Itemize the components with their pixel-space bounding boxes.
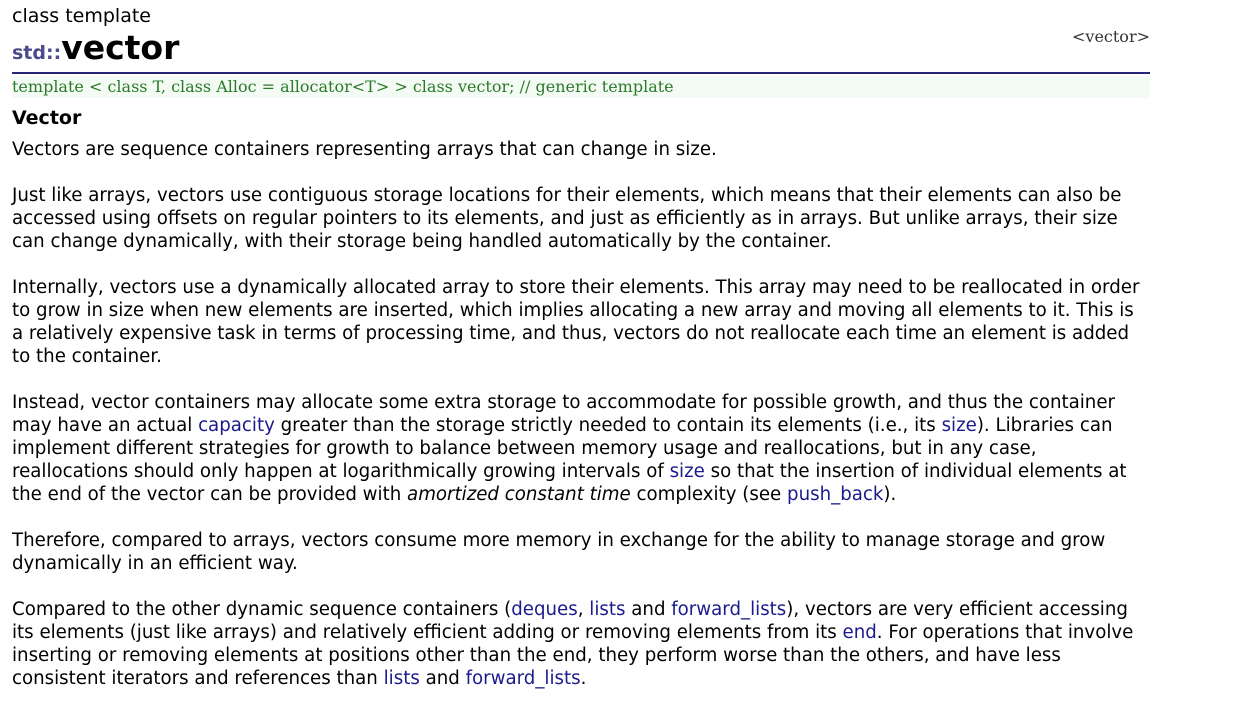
text: Instead, vector containers may allocate some extra storage to accommodate for possible growth, and thus the container may have an actual bbox=[12, 392, 1115, 436]
title-name: vector bbox=[61, 28, 180, 67]
description bbox=[12, 138, 1150, 713]
class-prototype: template < class T, class Alloc = allocator<T> > class vector; // generic template bbox=[12, 76, 1150, 98]
entity-kind: class template bbox=[12, 5, 151, 27]
link-size[interactable]: size bbox=[669, 461, 705, 482]
paragraph-5: Therefore, compared to arrays, vectors consume more memory in exchange for the ability to manage storage and grow dynamically in an efficient way. bbox=[12, 530, 1106, 574]
text: and bbox=[419, 668, 466, 689]
text: ). bbox=[883, 484, 897, 505]
text: , bbox=[577, 599, 590, 620]
text: greater than the storage strictly needed to contain its elements (i.e., its bbox=[274, 415, 942, 436]
title-namespace: std:: bbox=[12, 42, 62, 64]
link-end[interactable]: end bbox=[842, 622, 877, 643]
link-forward-lists[interactable]: forward_lists bbox=[671, 599, 787, 620]
text: Compared to the other dynamic sequence containers ( bbox=[12, 599, 512, 620]
paragraph-3: Internally, vectors use a dynamically allocated array to store their elements. This array may need to be reallocated in order to grow in size when new elements are inserted, which implies allocating a new array and moving all elements to it. This is a relatively expensive task in terms of processing time, and thus, vectors do not reallocate each time an element is added to the container. bbox=[12, 277, 1140, 367]
link-lists[interactable]: lists bbox=[383, 668, 420, 689]
section-title: Vector bbox=[12, 107, 82, 129]
text: ), vectors are very efficient accessing its elements (just like arrays) and relatively efficient adding or removing elements from its bbox=[12, 599, 1128, 643]
text: and bbox=[625, 599, 672, 620]
text: . bbox=[580, 668, 587, 689]
paragraph-1: Vectors are sequence containers representing arrays that can change in size. bbox=[12, 139, 717, 160]
header-file-link[interactable]: <vector> bbox=[1072, 27, 1150, 46]
text: complexity (see bbox=[630, 484, 788, 505]
emphasis-amortized: amortized constant time bbox=[407, 484, 631, 505]
link-push-back[interactable]: push_back bbox=[787, 484, 884, 505]
link-capacity[interactable]: capacity bbox=[198, 415, 275, 436]
paragraph-6 bbox=[12, 598, 1150, 690]
paragraph-4 bbox=[12, 391, 1150, 506]
link-size[interactable]: size bbox=[941, 415, 977, 436]
link-lists[interactable]: lists bbox=[589, 599, 626, 620]
text: . For operations that involve inserting or removing elements at positions other than the end, they perform worse than the others, and have less consistent iterators and references than bbox=[12, 622, 1134, 689]
link-forward-lists[interactable]: forward_lists bbox=[465, 668, 581, 689]
paragraph-2: Just like arrays, vectors use contiguous storage locations for their elements, which means that their elements can also be accessed using offsets on regular pointers to its elements, and just as efficiently as in arrays. But unlike arrays, their size can change dynamically, with their storage being handled automatically by the container. bbox=[12, 185, 1122, 252]
text: so that the insertion of individual elements at the end of the vector can be provided with bbox=[12, 461, 1127, 505]
page-title bbox=[12, 28, 179, 67]
text: ). Libraries can implement different strategies for growth to balance between memory usage and reallocations, but in any case, reallocations should only happen at logarithmically growing intervals of bbox=[12, 415, 1113, 482]
title-divider bbox=[12, 72, 1150, 74]
link-deques[interactable]: deques bbox=[511, 599, 578, 620]
